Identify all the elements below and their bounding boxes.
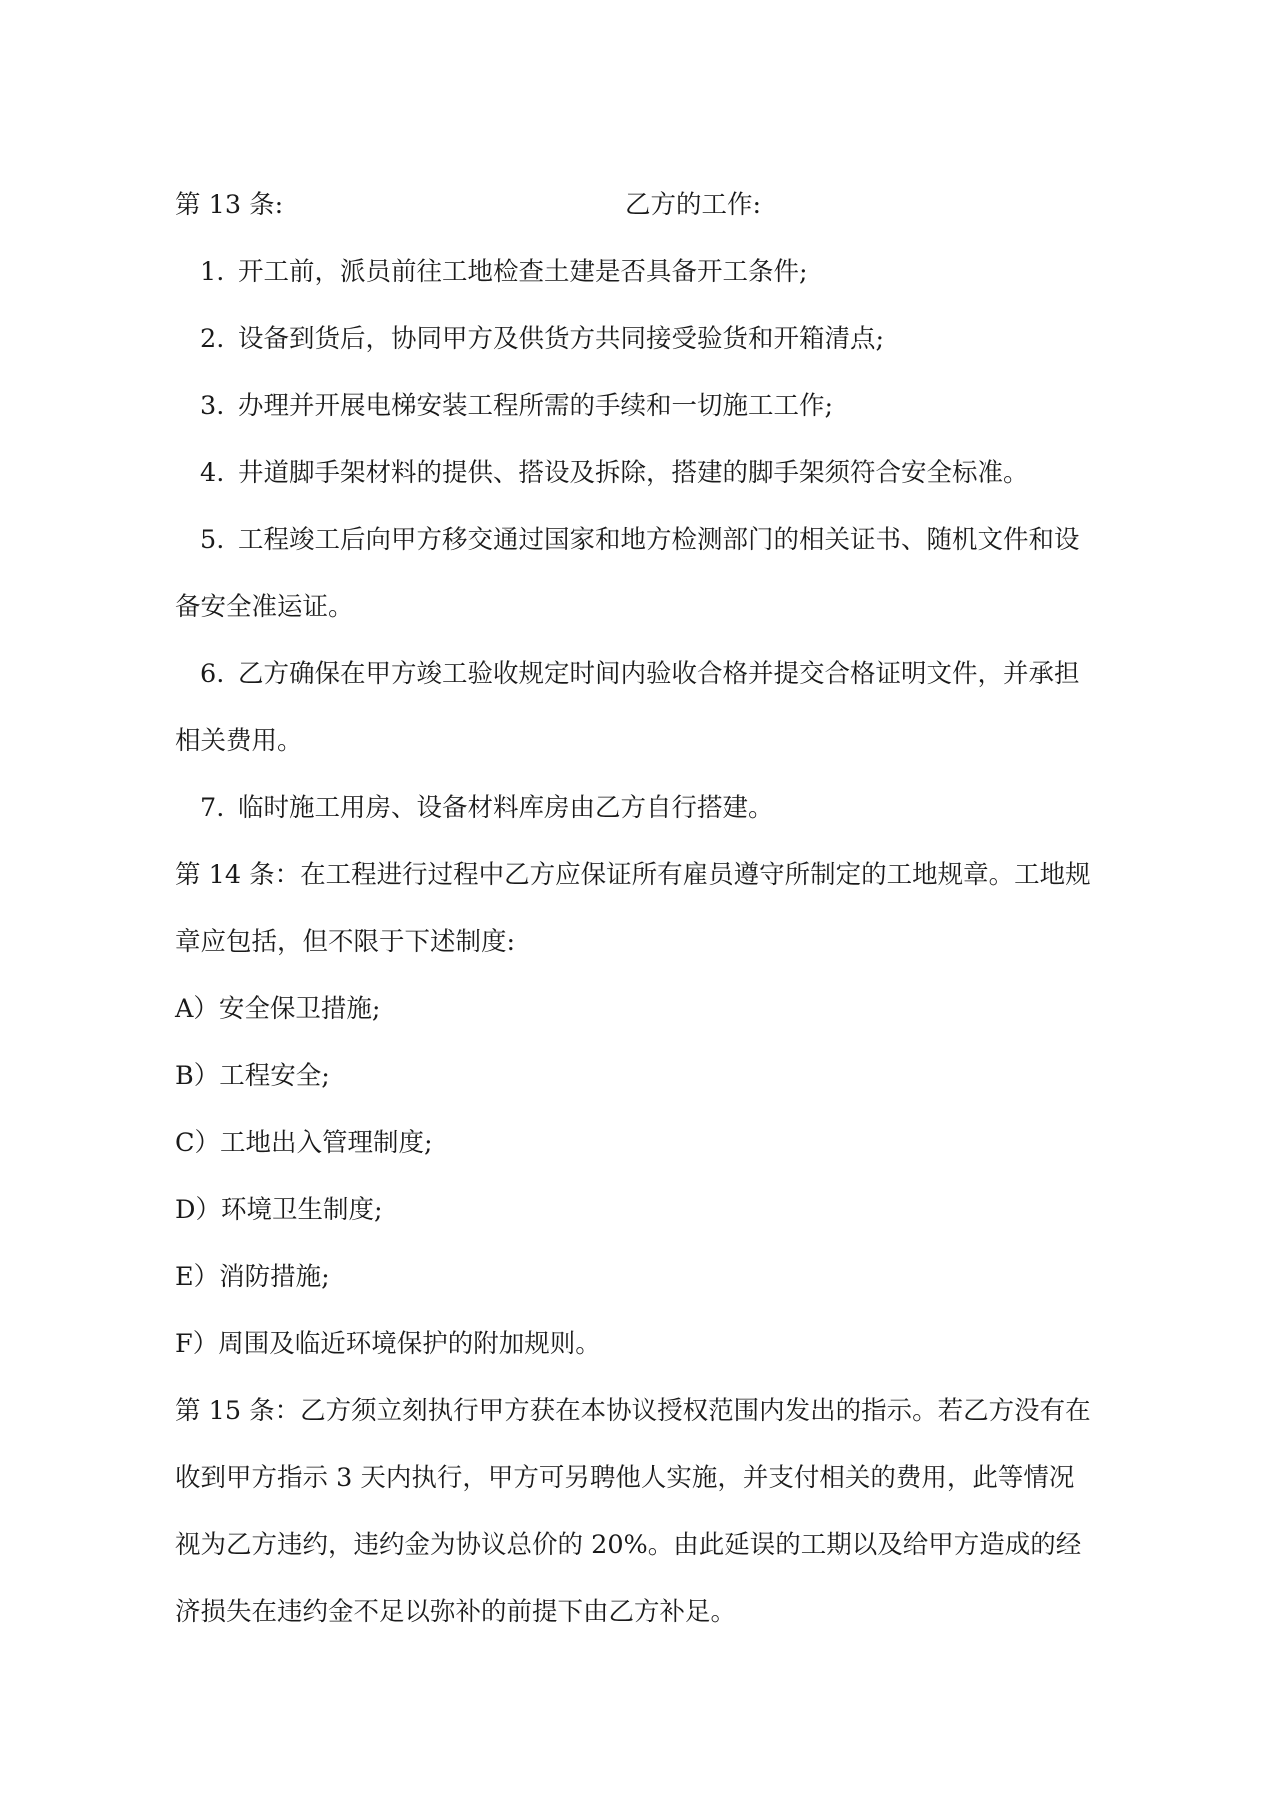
article-13-label: 第 13 条: <box>175 190 284 220</box>
list-item: 5. 工程竣工后向甲方移交通过国家和地方检测部门的相关证书、随机文件和设 <box>200 525 1080 555</box>
list-item: 4. 井道脚手架材料的提供、搭设及拆除，搭建的脚手架须符合安全标准。 <box>200 458 1029 488</box>
list-item: 1. 开工前，派员前往工地检查土建是否具备开工条件; <box>200 257 808 287</box>
list-item-continuation: 备安全准运证。 <box>175 592 354 622</box>
list-item: 6. 乙方确保在甲方竣工验收规定时间内验收合格并提交合格证明文件，并承担 <box>200 659 1080 689</box>
rule-item: B）工程安全; <box>175 1061 330 1091</box>
list-item-continuation: 相关费用。 <box>175 726 303 756</box>
article-14-text: 章应包括，但不限于下述制度: <box>175 927 516 957</box>
article-13-title: 乙方的工作: <box>625 190 762 220</box>
rule-item: A）安全保卫措施; <box>175 994 381 1024</box>
list-item: 2. 设备到货后，协同甲方及供货方共同接受验货和开箱清点; <box>200 324 885 354</box>
rule-item: F）周围及临近环境保护的附加规则。 <box>175 1329 601 1359</box>
article-15-text: 第 15 条：乙方须立刻执行甲方获在本协议授权范围内发出的指示。若乙方没有在 <box>175 1396 1091 1426</box>
list-item: 3. 办理并开展电梯安装工程所需的手续和一切施工工作; <box>200 391 834 421</box>
list-item: 7. 临时施工用房、设备材料库房由乙方自行搭建。 <box>200 793 774 823</box>
article-15-text: 济损失在违约金不足以弥补的前提下由乙方补足。 <box>175 1597 737 1627</box>
rule-item: D）环境卫生制度; <box>175 1195 383 1225</box>
rule-item: E）消防措施; <box>175 1262 330 1292</box>
article-15-text: 收到甲方指示 3 天内执行，甲方可另聘他人实施，并支付相关的费用，此等情况 <box>175 1463 1075 1493</box>
rule-item: C）工地出入管理制度; <box>175 1128 433 1158</box>
article-14-text: 第 14 条：在工程进行过程中乙方应保证所有雇员遵守所制定的工地规章。工地规 <box>175 860 1091 890</box>
article-13-heading <box>175 188 1105 222</box>
article-15-text: 视为乙方违约，违约金为协议总价的 20%。由此延误的工期以及给甲方造成的经 <box>175 1530 1082 1560</box>
